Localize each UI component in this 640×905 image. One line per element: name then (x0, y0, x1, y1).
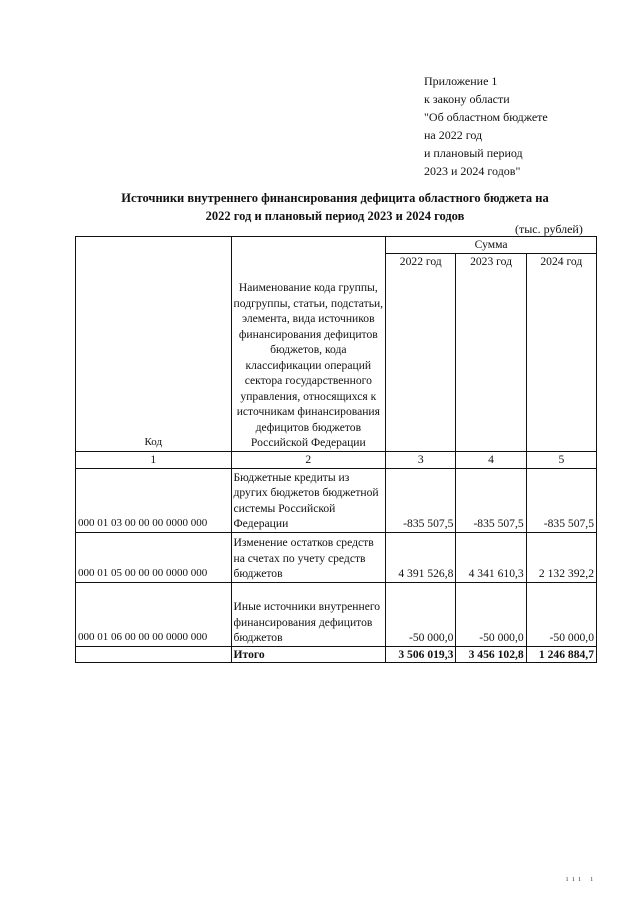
table-row (76, 468, 597, 532)
header-name: Наименование кода группы, подгруппы, статьи, подстатьи, элемента, вида источников финансирования дефицитов бюджетов, кода классификации операций сектора государственного управления, относящихся к источникам финансирования дефицитов бюджетов Российской Федерации (231, 237, 386, 452)
row-value-2024: 2 132 392,2 (526, 532, 596, 582)
column-number: 1 (76, 451, 232, 468)
row-code: 000 01 03 00 00 00 0000 000 (76, 468, 232, 532)
appendix-note (424, 72, 548, 180)
column-number: 3 (386, 451, 456, 468)
row-code: 000 01 05 00 00 00 0000 000 (76, 532, 232, 582)
appendix-line: на 2022 год (424, 128, 483, 142)
total-label: Итого (231, 646, 386, 663)
document-title (100, 189, 570, 225)
row-value-2023: 4 341 610,3 (456, 532, 526, 582)
scan-marks: ııı ı (566, 874, 597, 883)
row-value-2023: -835 507,5 (456, 468, 526, 532)
unit-label: (тыс. рублей) (515, 222, 583, 236)
row-value-2022: -835 507,5 (386, 468, 456, 532)
total-code-empty (76, 646, 232, 663)
table-row (76, 532, 597, 582)
row-name: Изменение остатков средств на счетах по учету средств бюджетов (231, 532, 386, 582)
appendix-line: "Об областном бюджете (424, 110, 548, 124)
row-value-2023: -50 000,0 (456, 582, 526, 646)
financing-table (75, 236, 597, 663)
header-year-2023: 2023 год (456, 253, 526, 451)
total-row (76, 646, 597, 663)
row-name: Иные источники внутреннего финансирования дефицитов бюджетов (231, 582, 386, 646)
title-line-1: Источники внутреннего финансирования дефицита областного бюджета на (121, 191, 549, 205)
header-code: Код (76, 237, 232, 452)
column-numbers-row (76, 451, 597, 468)
row-value-2022: -50 000,0 (386, 582, 456, 646)
total-value-2022: 3 506 019,3 (386, 646, 456, 663)
header-year-2022: 2022 год (386, 253, 456, 451)
column-number: 5 (526, 451, 596, 468)
total-value-2023: 3 456 102,8 (456, 646, 526, 663)
column-number: 4 (456, 451, 526, 468)
appendix-line: 2023 и 2024 годов" (424, 164, 521, 178)
title-line-2: 2022 год и плановый период 2023 и 2024 годов (205, 209, 465, 223)
appendix-line: к закону области (424, 92, 510, 106)
header-sum: Сумма (386, 237, 597, 254)
appendix-line: Приложение 1 (424, 74, 498, 88)
row-value-2024: -50 000,0 (526, 582, 596, 646)
total-value-2024: 1 246 884,7 (526, 646, 596, 663)
row-value-2022: 4 391 526,8 (386, 532, 456, 582)
table-row (76, 582, 597, 646)
column-number: 2 (231, 451, 386, 468)
row-code: 000 01 06 00 00 00 0000 000 (76, 582, 232, 646)
row-value-2024: -835 507,5 (526, 468, 596, 532)
header-row (76, 237, 597, 254)
appendix-line: и плановый период (424, 146, 523, 160)
header-year-2024: 2024 год (526, 253, 596, 451)
row-name: Бюджетные кредиты из других бюджетов бюджетной системы Российской Федерации (231, 468, 386, 532)
